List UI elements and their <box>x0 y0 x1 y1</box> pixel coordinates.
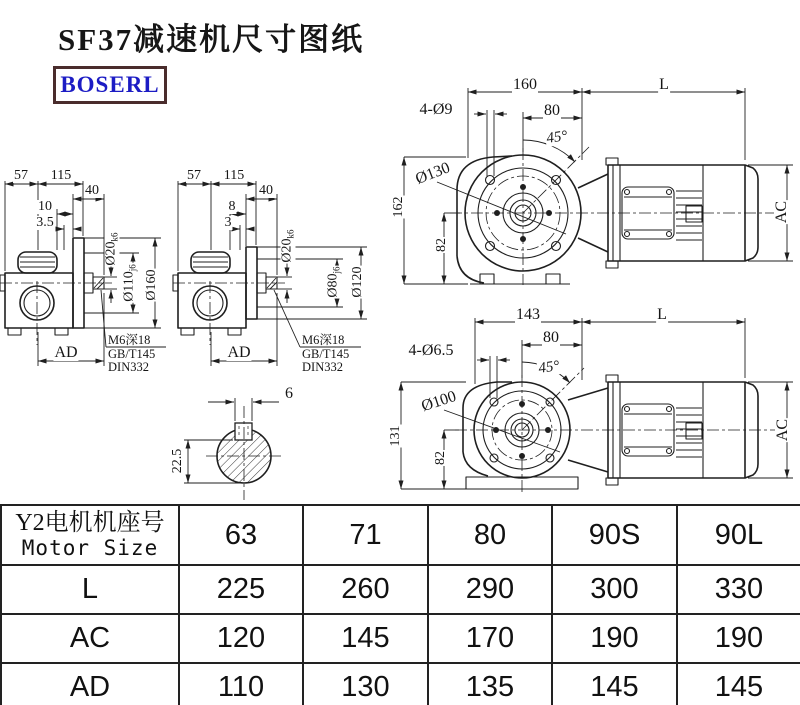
note-line: DIN332 <box>108 360 149 374</box>
note-line: GB/T145 <box>108 346 156 361</box>
side-view-flange160 <box>0 181 166 366</box>
dim-label: 115 <box>223 168 245 183</box>
table-cell: 290 <box>428 565 552 614</box>
table-header-motor-size <box>1 505 179 565</box>
dim-label: 40 <box>85 183 99 198</box>
table-cell: 330 <box>677 565 800 614</box>
table-cell: 300 <box>552 565 677 614</box>
table-cell: 145 <box>552 663 677 705</box>
dim-label: 3.5 <box>36 215 54 230</box>
row-label: AC <box>1 614 179 663</box>
dim-label: 45° <box>537 358 561 377</box>
table-cell: 190 <box>552 614 677 663</box>
dim-label: 57 <box>187 168 201 183</box>
dim-label: Ø130 <box>413 159 453 188</box>
table-cell: 190 <box>677 614 800 663</box>
header-en: Motor Size <box>21 536 159 560</box>
dim-sub: j6 <box>127 264 138 272</box>
table-cell: 120 <box>179 614 303 663</box>
dim-label: 115 <box>50 168 72 183</box>
dim-main: Ø20 <box>279 238 295 263</box>
table-col-80: 80 <box>428 505 552 565</box>
table-cell: 170 <box>428 614 552 663</box>
table-col-90S: 90S <box>552 505 677 565</box>
dim-label: 80 <box>543 329 559 346</box>
dim-label: 22.5 <box>170 448 185 474</box>
dim-label: 57 <box>14 168 28 183</box>
dim-main: Ø110 <box>121 271 137 302</box>
table-col-90L: 90L <box>677 505 800 565</box>
table-cell: 225 <box>179 565 303 614</box>
dim-label: 10 <box>38 199 52 214</box>
dim-label: AC <box>773 200 790 224</box>
dim-label: Ø100 <box>419 387 459 416</box>
dim-label: AC <box>774 418 791 442</box>
brand-logo-text: BOSERL <box>60 72 160 97</box>
row-label: AD <box>1 663 179 705</box>
dim-label: 82 <box>433 451 448 465</box>
table-header-row <box>1 505 800 565</box>
front-view-bottom <box>401 318 793 492</box>
front-view-top <box>404 88 793 285</box>
dim-label: 45° <box>545 128 569 147</box>
dim-label: Ø160 <box>144 269 159 301</box>
dim-label: Ø120 <box>350 266 365 298</box>
note-line: DIN332 <box>302 360 343 374</box>
dim-sub: j6 <box>331 266 342 274</box>
table-col-63: 63 <box>179 505 303 565</box>
table-cell: 260 <box>303 565 428 614</box>
dim-label: 160 <box>513 76 537 93</box>
table-row-L <box>1 565 800 614</box>
note-line: GB/T145 <box>302 346 350 361</box>
page-title: SF37减速机尺寸图纸 <box>58 22 365 57</box>
dim-label: 4-Ø9 <box>419 101 453 118</box>
shaft-cross-section <box>184 398 284 500</box>
dim-label: 40 <box>259 183 273 198</box>
dim-label: L <box>657 306 667 323</box>
dim-label: 4-Ø6.5 <box>408 342 454 359</box>
dim-main: Ø80 <box>325 273 341 298</box>
dim-label: 6 <box>285 385 293 402</box>
dim-label: 143 <box>516 306 540 323</box>
note-line: M6深18 <box>302 333 345 347</box>
side-view-flange120 <box>173 181 367 366</box>
dim-label: 82 <box>434 238 449 252</box>
dim-label: 80 <box>544 102 560 119</box>
table-cell: 110 <box>179 663 303 705</box>
table-cell: 130 <box>303 663 428 705</box>
dim-sub: k6 <box>109 232 120 242</box>
dim-label: 3 <box>224 215 232 230</box>
table-row-AC <box>1 614 800 663</box>
dim-label: 8 <box>228 199 236 214</box>
row-label: L <box>1 565 179 614</box>
dim-label: AD <box>54 344 78 361</box>
table-col-71: 71 <box>303 505 428 565</box>
dim-main: Ø20 <box>103 241 119 266</box>
note-line: M6深18 <box>108 333 151 347</box>
dim-label: L <box>659 76 669 93</box>
table-row-AD <box>1 663 800 705</box>
table-cell: 145 <box>677 663 800 705</box>
dim-label: 162 <box>391 196 406 218</box>
dim-sub: k6 <box>285 229 296 239</box>
table-cell: 145 <box>303 614 428 663</box>
table-cell: 135 <box>428 663 552 705</box>
header-cn: Y2电机机座号 <box>15 510 165 536</box>
dim-label: AD <box>227 344 251 361</box>
dim-label: 131 <box>388 425 403 447</box>
motor-size-table <box>0 504 800 705</box>
